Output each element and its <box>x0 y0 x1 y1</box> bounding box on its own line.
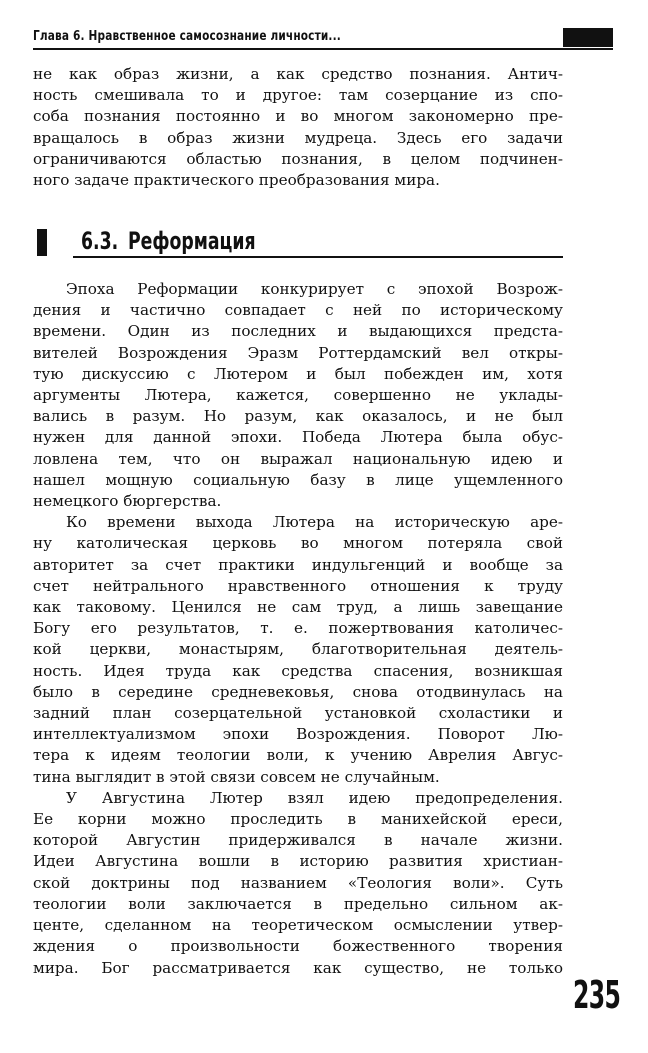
text-line: ность. Идея труда как средства спасения, возникшая <box>33 661 563 680</box>
text-line: мира. Бог рассматривается как существо, не только <box>33 958 563 977</box>
text-line: авторитет за счет практики индульгенций и вообще за <box>33 555 563 574</box>
intro-paragraph <box>33 64 563 191</box>
page-number: 235 <box>573 973 621 1017</box>
text-line: Богу его результатов, т. е. пожертвования католичес- <box>33 619 563 638</box>
text-line: У Августина Лютер взял идею предопределения. <box>66 788 563 807</box>
text-line: кой церкви, монастырям, благотворительная деятель- <box>33 640 563 659</box>
text-line: как таковому. Ценился не сам труд, а лишь завещание <box>33 598 563 617</box>
text-line: аргументы Лютера, кажется, совершенно не уклады- <box>33 386 563 405</box>
text-line: ность смешивала то и другое: там созерцание из спо- <box>33 86 563 105</box>
text-line: не как образ жизни, а как средство познания. Антич- <box>33 65 563 83</box>
text-line: вителей Возрождения Эразм Роттердамский вел откры- <box>33 343 563 362</box>
text-line: тую дискуссию с Лютером и был побежден им, хотя <box>33 364 563 383</box>
text-line: было в середине средневековья, снова отодвинулась на <box>33 682 563 701</box>
text-line: теологии воли заключается в предельно сильном ак- <box>33 894 563 913</box>
text-line: которой Августин придерживался в начале жизни. <box>33 831 563 850</box>
running-head-black-bar <box>563 28 613 47</box>
text-line: Ко времени выхода Лютера на историческую аре- <box>66 513 563 532</box>
text-line: интеллектуализмом эпохи Возрождения. Поворот Лю- <box>33 725 563 744</box>
text-line: ской доктрины под названием «Теология воли». Суть <box>33 873 563 892</box>
body-text <box>33 279 563 979</box>
running-head-rule <box>33 48 613 50</box>
section-number: 6.3. <box>81 227 119 255</box>
text-line: Эпоха Реформации конкурирует с эпохой Возрож- <box>66 280 563 298</box>
text-line: ограничиваются областью познания, в целом подчинен- <box>33 149 563 168</box>
section-marker <box>37 229 47 256</box>
text-line: нужен для данной эпохи. Победа Лютера была обус- <box>33 428 563 447</box>
section-title: Реформация <box>128 227 256 255</box>
section-rule <box>73 256 563 258</box>
text-line: ного задаче практического преобразования мира. <box>33 171 440 190</box>
section-heading <box>33 229 563 259</box>
text-line: Ее корни можно проследить в манихейской ереси, <box>33 810 563 829</box>
text-line: немецкого бюргерства. <box>33 492 222 511</box>
text-line: ловлена тем, что он выражал национальную идею и <box>33 449 563 468</box>
running-head-text: Глава 6. Нравственное самосознание личности... <box>33 29 341 44</box>
text-line: вращалось в образ жизни мудреца. Здесь его задачи <box>33 128 563 147</box>
text-line: центе, сделанном на теоретическом осмыслении утвер- <box>33 916 563 935</box>
text-line: тина выглядит в этой связи совсем не случайным. <box>33 767 440 786</box>
text-line: Идеи Августина вошли в историю развития христиан- <box>33 852 563 871</box>
text-line: ну католическая церковь во многом потеряла свой <box>33 534 563 553</box>
text-line: нашел мощную социальную базу в лице ущемленного <box>33 470 563 489</box>
running-head <box>33 28 613 48</box>
text-line: дения и частично совпадает с ней по историческому <box>33 301 563 320</box>
text-line: счет нейтрального нравственного отношения к труду <box>33 576 563 595</box>
text-line: ждения о произвольности божественного творения <box>33 937 563 956</box>
text-line: вались в разум. Но разум, как оказалось, и не был <box>33 407 563 426</box>
text-line: задний план созерцательной установкой схоластики и <box>33 704 563 723</box>
text-line: тера к идеям теологии воли, к учению Аврелия Авгус- <box>33 746 563 765</box>
text-line: времени. Один из последних и выдающихся предста- <box>33 322 563 341</box>
text-line: соба познания постоянно и во многом закономерно пре- <box>33 107 563 126</box>
